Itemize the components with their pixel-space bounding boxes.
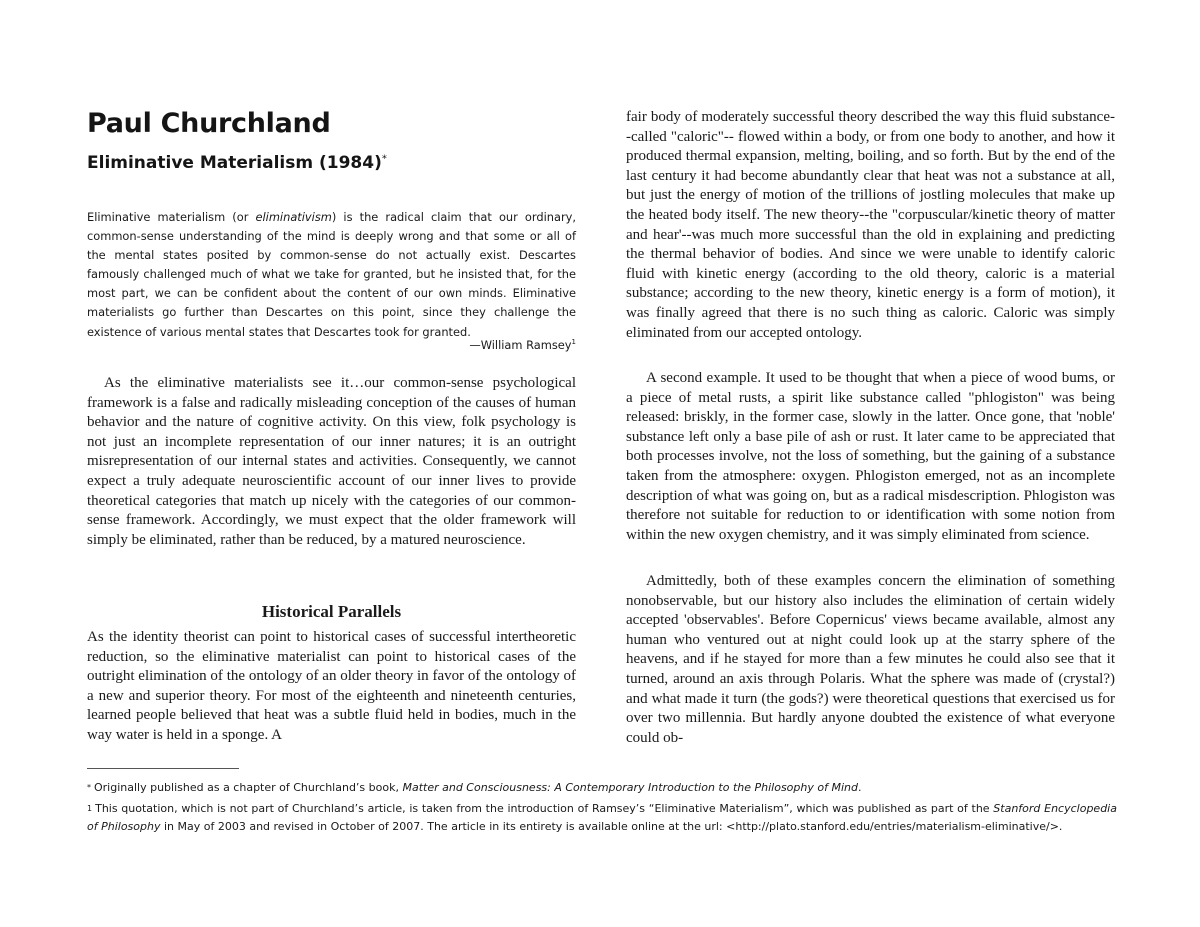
- intro-paragraph: As the eliminative materialists see it…our common-sense psychological framework is a false and radically misleading conception of the causes of human behavior and the nature of cognitive activity. On this view, folk psychology is not just an incomplete representation of our inner natures; it is an outright misrepresentation of our internal states and activities. Consequently, we cannot expect a truly adequate neuroscientific account of our inner lives to provide theoretical categories that match up nicely with the categories of our common- sense framework. Accordingly, we must expect that the older framework will simply be eliminated, rather than be reduced, by a matured neuroscience.: [87, 375, 576, 548]
- footnote-divider: [87, 768, 239, 769]
- footnote-2-text: This quotation, which is not part of Churchland’s article, is taken from the introduction of Ramsey’s “Eliminative Materialism”, which was published as part of the: [95, 802, 994, 815]
- attribution-footnote-mark[interactable]: 1: [571, 338, 576, 347]
- epigraph-attribution: [87, 338, 576, 352]
- attribution-text: —William Ramsey: [469, 338, 572, 352]
- article-title-text: Eliminative Materialism (1984): [87, 153, 382, 173]
- footnote-1-text: Originally published as a chapter of Churchland’s book,: [94, 781, 403, 794]
- footnote-1: [87, 779, 1117, 797]
- footnote-1-mark: *: [87, 783, 91, 792]
- footnote-1-end: .: [857, 781, 862, 794]
- section-heading: Historical Parallels: [261, 602, 402, 621]
- phlogiston-paragraph: A second example. It used to be thought that when a piece of wood bums, or a piece of metal rusts, a spirit like substance called "phlogiston" was being released: briskly, in the former case, slowly in the latter. Once gone, that 'noble' substance left only a base pile of ash or rust. It later came to be appreciated that both processes involve, not the loss of something, but the gaining of a substance taken from the atmosphere: oxygen. Phlogiston emerged, not as an incomplete description of what was going on, but as a radical misdescription. Phlogiston was therefore not suitable for reduction to or identification with some notion from within the new oxygen chemistry, and it was simply eliminated from science.: [626, 370, 1115, 543]
- epigraph-emphasis: eliminativism: [255, 210, 332, 224]
- epigraph-text-1: Eliminative materialism (or: [87, 210, 256, 224]
- footnote-2-mark: 1: [87, 804, 93, 813]
- historical-paragraph: As the identity theorist can point to historical cases of successful intertheoretic reduction, so the eliminative materialist can point to historical cases of the outright elimination of the ontology of an older theory in favor of the ontology of a new and superior theory. For most of the eighteenth and nineteenth centuries, learned people believed that heat was a subtle fluid held in bodies, much in the way water is held in a sponge. A: [87, 629, 576, 743]
- footnote-2-encyclopedia: Stanford Encyclopedia of Philosophy: [87, 802, 1117, 833]
- epigraph: [87, 208, 576, 342]
- epigraph-text-2: ) is the radical claim that our ordinary, common-sense understanding of the mind is deeply wrong and that some or all of the mental states posited by common-sense do not actually exist. Descartes famously challenged much of what we take for granted, but he insisted that, for the most part, we can be confident about the content of our own minds. Eliminative materialists go further than Descartes on this point, since they challenge the existence of various mental states that Descartes took for granted.: [87, 210, 577, 339]
- title-footnote-mark[interactable]: *: [381, 153, 387, 165]
- footnote-2-end[interactable]: in May of 2003 and revised in October of 2007. The article in its entirety is available online at the url: <http://plato.stanford.edu/entries/materialism-eliminative/>.: [160, 820, 1063, 833]
- footnote-2: [87, 800, 1117, 836]
- observables-paragraph: Admittedly, both of these examples concern the elimination of something nonobservable, but our history also includes the elimination of certain widely accepted 'observables'. Before Copernicus' views became available, almost any human who ventured out at night could look up at the starry sphere of the heavens, and if he stayed for more than a few minutes he could also see that it turned, around an axis through Polaris. What the sphere was made of (crystal?) and what made it turn (the gods?) were theoretical questions that exercised us for over two millennia. But hardly anyone doubted the existence of what everyone could ob-: [626, 573, 1115, 746]
- author-name: Paul Churchland: [87, 108, 331, 139]
- caloric-paragraph: fair body of moderately successful theory described the way this fluid substance--called "caloric"-- flowed within a body, or from one body to another, and how it produced thermal expansion, melting, boiling, and so forth. But by the end of the last century it had become abundantly clear that heat was not a substance at all, but just the energy of motion of the trillions of jostling molecules that make up the heated body itself. The new theory--the "corpuscular/kinetic theory of matter and hear'--was much more successful than the old in explaining and predicting the thermal behavior of bodies. And since we were unable to identify caloric fluid with kinetic energy (according to the old theory, caloric is a material substance; according to the new theory, kinetic energy is a form of motion), it was finally agreed that there is no such thing as caloric. Caloric was simply eliminated from our accepted ontology.: [626, 109, 1115, 341]
- article-title: [87, 153, 387, 173]
- footnote-1-book-title: Matter and Consciousness: A Contemporary Introduction to the Philosophy of Mind: [402, 781, 858, 794]
